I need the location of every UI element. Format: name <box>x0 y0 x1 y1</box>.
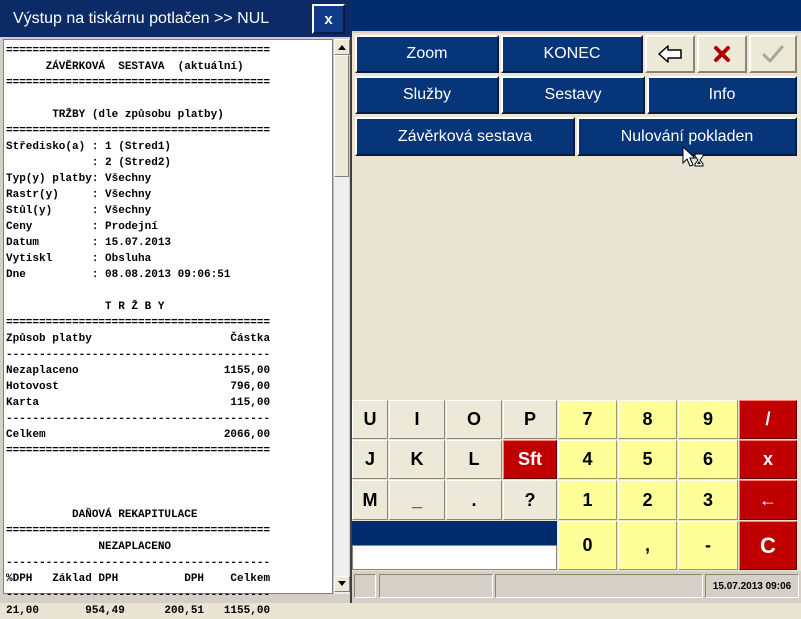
key-divide[interactable]: / <box>739 400 797 439</box>
clear-key[interactable]: C <box>739 521 797 570</box>
report-line: Rastr(y) : Všechny <box>6 189 152 201</box>
report-line: ======================================== <box>6 317 271 329</box>
key-multiply[interactable]: x <box>739 440 797 479</box>
key-o[interactable]: O <box>446 400 502 439</box>
back-button[interactable] <box>645 35 695 73</box>
shift-key[interactable]: Sft <box>503 440 557 479</box>
key-question[interactable]: ? <box>503 480 557 520</box>
scroll-thumb[interactable] <box>334 55 349 177</box>
zaverkova-sestava-button[interactable]: Závěrková sestava <box>355 117 575 156</box>
key-minus[interactable]: - <box>678 521 738 570</box>
arrow-left-outline-icon <box>657 44 683 64</box>
confirm-button[interactable] <box>749 35 797 73</box>
key-2[interactable]: 2 <box>618 480 677 520</box>
report-line: : 2 (Stred2) <box>6 157 172 169</box>
report-line: ---------------------------------------- <box>6 349 271 361</box>
input-label-bar <box>352 521 557 545</box>
status-cell-3 <box>495 574 703 598</box>
report-line: Hotovost 796,00 <box>6 381 271 393</box>
red-x-icon <box>713 45 731 63</box>
report-line: Celkem 2066,00 <box>6 429 271 441</box>
status-cell-2 <box>379 574 493 598</box>
report-line: Dne : 08.08.2013 09:06:51 <box>6 269 231 281</box>
report-line: ZÁVĚRKOVÁ SESTAVA (aktuální) <box>6 61 244 73</box>
check-icon <box>762 44 784 64</box>
key-u[interactable]: U <box>352 400 388 439</box>
status-datetime: 15.07.2013 09:06 <box>705 574 799 598</box>
report-scrollbar[interactable] <box>333 39 349 594</box>
key-8[interactable]: 8 <box>618 400 677 439</box>
report-line: ---------------------------------------- <box>6 557 271 569</box>
status-cell-1 <box>354 574 376 598</box>
report-line: Ceny : Prodejní <box>6 221 158 233</box>
key-j[interactable]: J <box>352 440 388 479</box>
key-4[interactable]: 4 <box>558 440 617 479</box>
report-line: NEZAPLACENO <box>6 541 172 553</box>
report-line: Stůl(y) : Všechny <box>6 205 152 217</box>
busy-cursor-icon <box>682 146 708 170</box>
content-area <box>352 158 801 400</box>
key-9[interactable]: 9 <box>678 400 738 439</box>
key-7[interactable]: 7 <box>558 400 617 439</box>
report-line: ---------------------------------------- <box>6 413 271 425</box>
report-line: Způsob platby Částka <box>6 333 271 345</box>
scroll-up-button[interactable] <box>334 39 350 55</box>
report-preview[interactable] <box>3 39 333 617</box>
key-period[interactable]: . <box>446 480 502 520</box>
arrow-down-icon <box>338 581 346 587</box>
konec-button[interactable]: KONEC <box>501 35 643 73</box>
dialog-title: Výstup na tiskárnu potlačen >> NUL <box>0 0 352 37</box>
report-line: Vytiskl : Obsluha <box>6 253 152 265</box>
report-line: ======================================== <box>6 525 271 537</box>
report-line: ---------------------------------------- <box>6 589 271 601</box>
key-3[interactable]: 3 <box>678 480 738 520</box>
key-p[interactable]: P <box>503 400 557 439</box>
dialog-close-button[interactable]: x <box>312 4 345 34</box>
key-m[interactable]: M <box>352 480 388 520</box>
status-bar <box>352 571 801 603</box>
report-line: DAŇOVÁ REKAPITULACE <box>6 509 198 521</box>
report-line: Karta 115,00 <box>6 397 271 409</box>
report-line: TRŽBY (dle způsobu platby) <box>6 109 224 121</box>
report-line: ======================================== <box>6 445 271 457</box>
report-line: Nezaplaceno 1155,00 <box>6 365 271 377</box>
report-line <box>6 491 270 507</box>
report-line: Středisko(a) : 1 (Stred1) <box>6 141 172 153</box>
report-line <box>6 459 270 475</box>
report-line: T R Ž B Y <box>6 301 165 313</box>
zoom-button[interactable]: Zoom <box>355 35 499 73</box>
top-strip <box>352 0 801 33</box>
key-underscore[interactable]: _ <box>389 480 445 520</box>
cancel-button[interactable] <box>697 35 747 73</box>
report-line: %DPH Základ DPH DPH Celkem <box>6 573 271 585</box>
key-1[interactable]: 1 <box>558 480 617 520</box>
report-line: Typ(y) platby: Všechny <box>6 173 152 185</box>
report-line <box>6 283 270 299</box>
key-i[interactable]: I <box>389 400 445 439</box>
sestavy-button[interactable]: Sestavy <box>501 76 645 114</box>
arrow-up-icon <box>338 44 346 50</box>
backspace-key[interactable]: ← <box>739 480 797 520</box>
key-6[interactable]: 6 <box>678 440 738 479</box>
report-text <box>6 43 270 619</box>
sluzby-button[interactable]: Služby <box>355 76 499 114</box>
report-line <box>6 91 270 107</box>
report-line: ======================================== <box>6 77 271 89</box>
scroll-down-button[interactable] <box>334 576 350 592</box>
key-k[interactable]: K <box>389 440 445 479</box>
key-l[interactable]: L <box>446 440 502 479</box>
report-line: 21,00 954,49 200,51 1155,00 <box>6 605 271 617</box>
print-preview-dialog <box>0 0 352 617</box>
report-line: Datum : 15.07.2013 <box>6 237 172 249</box>
info-button[interactable]: Info <box>647 76 797 114</box>
entry-input[interactable] <box>352 545 557 570</box>
report-line: ======================================== <box>6 125 271 137</box>
report-line <box>6 475 270 491</box>
key-0[interactable]: 0 <box>558 521 617 570</box>
report-line: ======================================== <box>6 45 271 57</box>
key-comma[interactable]: , <box>618 521 677 570</box>
key-5[interactable]: 5 <box>618 440 677 479</box>
nulovani-pokladen-button[interactable]: Nulování pokladen <box>577 117 797 156</box>
